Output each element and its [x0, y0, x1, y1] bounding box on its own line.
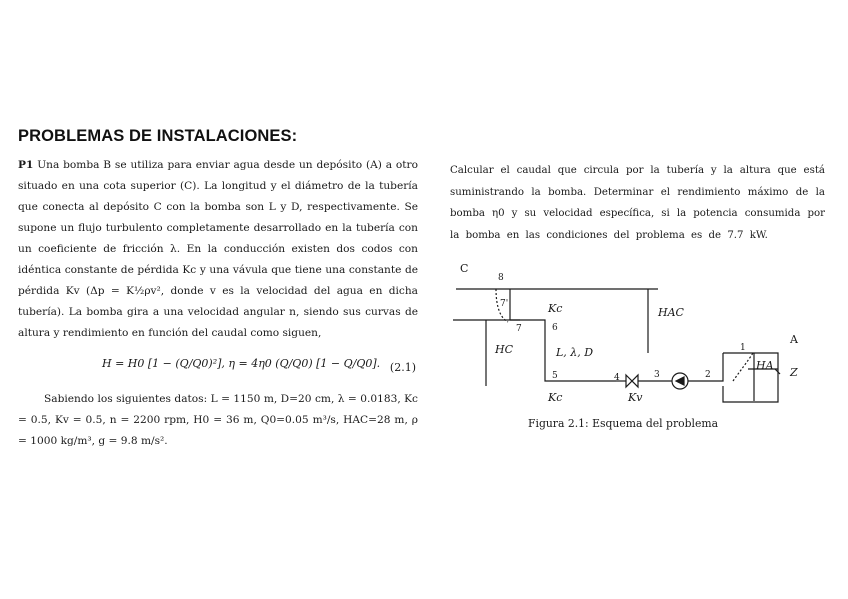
problem-id: P1	[18, 159, 34, 171]
problem-intro	[18, 155, 418, 344]
label-kc-bottom: Kc	[548, 391, 563, 404]
equation-text: H = H0 [1 − (Q/Q0)²], η = 4η0 (Q/Q0) [1 − Q/Q0].	[102, 357, 381, 370]
label-tank-c: C	[460, 262, 469, 275]
pump-curves-equation	[18, 347, 418, 387]
label-tank-a: A	[790, 333, 798, 346]
label-p2: 2	[705, 370, 711, 380]
label-kv: Kv	[628, 391, 643, 404]
problem-statement	[18, 155, 418, 452]
label-p8: 8	[498, 273, 504, 283]
label-p7p: 7'	[500, 299, 509, 309]
valve-symbol	[626, 375, 638, 387]
label-hac: HAC	[658, 306, 684, 319]
problem-question	[450, 160, 825, 246]
label-p1: 1	[740, 343, 746, 353]
label-p6: 6	[552, 323, 558, 333]
label-z: Z	[790, 366, 798, 379]
pump-arrow	[676, 377, 684, 385]
label-p4: 4	[614, 373, 620, 383]
problem-intro-text: Una bomba B se utiliza para enviar agua desde un depósito (A) a otro situado en una cota superior (C). La longitud y el diámetro de la tubería que conecta al depósito C con la bomba son L y D, respectivamente. Se supone un flujo turbulento completamente desarrollado en la tubería con un coeficiente de fricción λ. En la conducción existen dos codos con idéntica constante de pérdida Kc y una vávula que tiene una constante de pérdida Kv (Δp = K½ρv², donde v es la velocidad del agua en dicha tubería). La bomba gira a una velocidad angular n, siendo sus curvas de altura y rendimiento en función del caudal como siguen,	[18, 159, 418, 339]
label-hc: HC	[495, 343, 514, 356]
label-pipe: L, λ, D	[556, 346, 594, 359]
label-p5: 5	[552, 371, 558, 381]
page-heading: PROBLEMAS DE INSTALACIONES:	[18, 127, 298, 145]
label-p7: 7	[516, 324, 522, 334]
question-text: Calcular el caudal que circula por la tubería y la altura que está suministrando la bomba. Determinar el rendimiento máximo de la bomba η0 y su velocidad específica, si la potencia consumida por la bomba en las condiciones del problema es de 7.7 kW.	[450, 165, 825, 241]
installation-diagram	[448, 256, 828, 416]
equation-number: (2.1)	[389, 361, 416, 374]
streamline-a	[733, 353, 753, 381]
label-p3: 3	[654, 370, 660, 380]
problem-data: Sabiendo los siguientes datos: L = 1150 m, D=20 cm, λ = 0.0183, Kc = 0.5, Kv = 0.5, n = 2200 rpm, H0 = 36 m, Q0=0.05 m³/s, HAC=28 m, ρ = 1000 kg/m³, g = 9.8 m/s².	[18, 393, 418, 447]
figure-caption: Figura 2.1: Esquema del problema	[528, 417, 719, 430]
label-ha: HA	[756, 359, 774, 372]
label-kc-top: Kc	[548, 302, 563, 315]
